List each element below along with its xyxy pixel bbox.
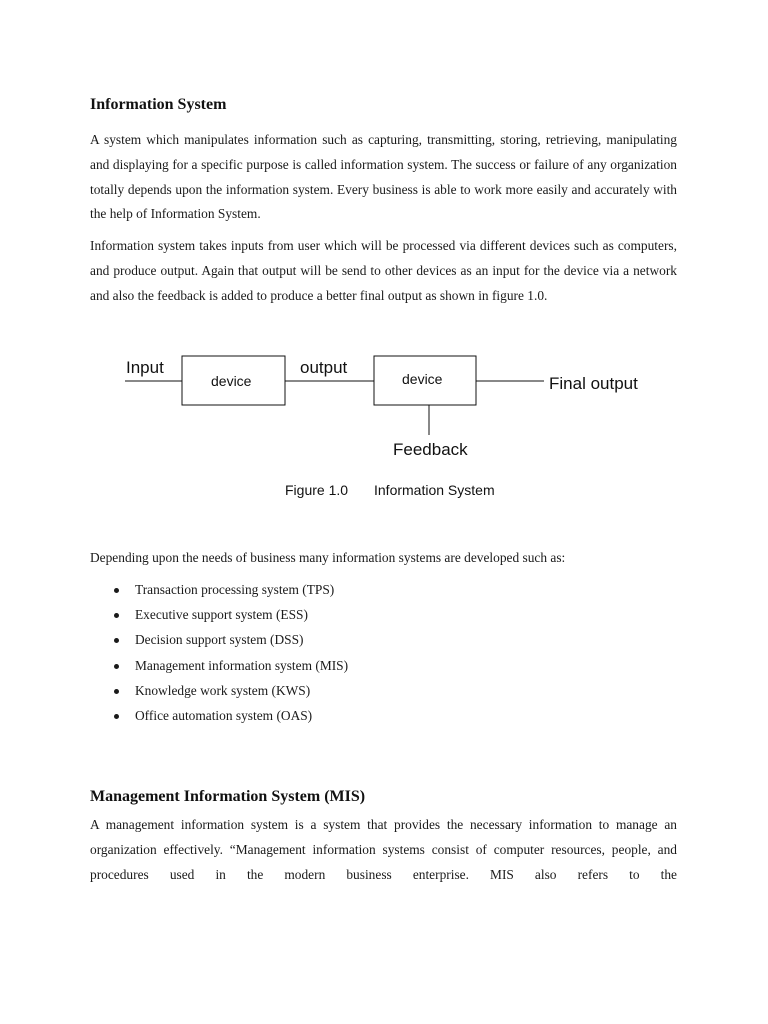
list-item: [90, 703, 650, 728]
final-output-label: Final output: [549, 374, 638, 393]
paragraph-definition: A system which manipulates information such as capturing, transmitting, storing, retrieving, manipulating and displaying for a specific purpose is called information system. The success or failure of any organization totally depends upon the information system. Every business is able to work more easily and accurately with the help of Information System.: [90, 132, 677, 222]
list-intro: Depending upon the needs of business many information systems are developed such as:: [90, 550, 566, 565]
bullet-icon: [114, 689, 119, 694]
paragraph-mis-definition: A management information system is a system that provides the necessary information to manage an organization effectively. “Management information systems consist of computer resources, people, and procedures used in the modern business enterprise. MIS also refers to the: [90, 817, 677, 882]
information-systems-list: [90, 577, 650, 728]
list-item: [90, 627, 650, 652]
list-item-text: Transaction processing system (TPS): [135, 582, 335, 597]
section-heading-mis: Management Information System (MIS): [90, 788, 366, 805]
list-item-text: Management information system (MIS): [135, 657, 349, 673]
list-item-text: Decision support system (DSS): [135, 632, 304, 648]
list-item: [90, 653, 650, 678]
feedback-label: Feedback: [393, 440, 468, 459]
list-item-text: Office automation system (OAS): [135, 707, 313, 723]
device2-label: device: [402, 371, 443, 387]
list-item: [90, 602, 650, 627]
input-label: Input: [126, 358, 164, 377]
paragraph-process: Information system takes inputs from user which will be processed via different devices such as computers, and produce output. Again that output will be send to other devices as an input for the device via a network and also the feedback is added to produce a better final output as shown in figure 1.0.: [90, 238, 677, 303]
bullet-icon: [114, 613, 119, 618]
list-item-text: Executive support system (ESS): [135, 607, 308, 623]
list-item-text: Knowledge work system (KWS): [135, 682, 311, 698]
figure-information-system-diagram: [0, 340, 768, 520]
bullet-icon: [114, 714, 119, 719]
figure-caption-title: Information System: [374, 482, 495, 498]
bullet-icon: [114, 664, 119, 669]
device1-label: device: [211, 373, 252, 389]
output-label: output: [300, 358, 348, 377]
list-item: [90, 678, 650, 703]
list-item: [90, 577, 650, 602]
figure-caption-number: Figure 1.0: [285, 482, 349, 498]
bullet-icon: [114, 588, 119, 593]
section-heading-information-system: Information System: [90, 96, 227, 113]
bullet-icon: [114, 638, 119, 643]
